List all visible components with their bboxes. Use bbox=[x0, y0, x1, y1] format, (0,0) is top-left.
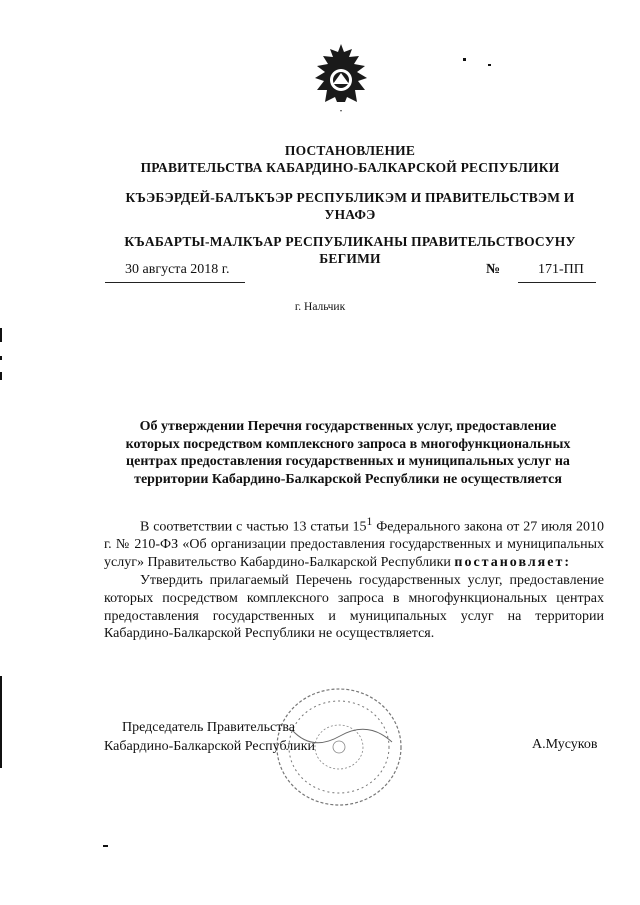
resolves-keyword: постановляет: bbox=[454, 555, 572, 571]
scan-edge-mark bbox=[0, 372, 2, 380]
document-number: 171-ПП bbox=[538, 262, 584, 277]
heading-line-6: БЕГИМИ bbox=[319, 251, 381, 266]
title-line-4: территории Кабардино-Балкарской Республики не осуществляется bbox=[134, 471, 562, 487]
document-type-heading bbox=[90, 142, 610, 176]
scan-edge-mark bbox=[0, 328, 2, 342]
heading-line-2: ПРАВИТЕЛЬСТВА КАБАРДИНО-БАЛКАРСКОЙ РЕСПУБЛИКИ bbox=[140, 160, 560, 175]
paragraph-approve: Утвердить прилагаемый Перечень государственных услуг, предоставление которых посредством комплексного запроса в многофункциональных центрах предоставления государственных и муниципальных услуг на территории Кабардино-Балкарской Республики не осуществляется. bbox=[104, 573, 604, 642]
signatory-name: А.Мусуков bbox=[532, 737, 598, 752]
scan-edge-mark bbox=[0, 676, 2, 768]
paragraph-basis-text: В соответствии с частью 13 статьи 15 bbox=[140, 519, 367, 535]
document-title bbox=[108, 418, 588, 488]
heading-line-5: КЪАБАРТЫ-МАЛКЪАР РЕСПУБЛИКАНЫ ПРАВИТЕЛЬСТВОСУНУ bbox=[124, 234, 576, 249]
title-line-3: центрах предоставления государственных и муниципальных услуг на bbox=[126, 454, 570, 469]
scan-speck bbox=[488, 64, 491, 66]
document-date: 30 августа 2018 г. bbox=[125, 262, 230, 277]
date-underline bbox=[105, 282, 245, 283]
title-line-2: которых посредством комплексного запроса в многофункциональных bbox=[125, 436, 571, 452]
paragraph-basis-text-cont: Федерального закона от 27 июля 2010 г. № 210-ФЗ «Об организации предоставления государственных и муниципальных услуг» Правительство Кабардино-Балкарской Республики bbox=[104, 519, 605, 571]
scan-speck bbox=[103, 845, 108, 847]
coat-of-arms-emblem bbox=[311, 40, 371, 118]
heading-line-4: УНАФЭ bbox=[324, 207, 376, 222]
signatory-position-line-1: Председатель Правительства bbox=[122, 720, 295, 735]
kabardian-heading bbox=[90, 189, 610, 223]
number-label: № bbox=[486, 262, 501, 277]
signatory-position-line-2: Кабардино-Балкарской Республики bbox=[104, 739, 315, 754]
signatory-position bbox=[104, 718, 315, 756]
paragraph-basis bbox=[104, 513, 604, 572]
title-line-1: Об утверждении Перечня государственных услуг, предоставление bbox=[139, 419, 557, 434]
document-body bbox=[104, 513, 604, 643]
heading-line-1: ПОСТАНОВЛЕНИЕ bbox=[284, 143, 416, 158]
city-name: г. Нальчик bbox=[294, 301, 346, 313]
number-underline bbox=[518, 282, 596, 283]
article-superscript: 1 bbox=[366, 515, 373, 528]
scan-edge-mark bbox=[0, 356, 2, 360]
heading-line-3: КЪЭБЭРДЕЙ-БАЛЪКЪЭР РЕСПУБЛИКЭМ И ПРАВИТЕЛЬСТВЭМ И bbox=[125, 190, 575, 205]
scan-speck bbox=[463, 58, 466, 61]
